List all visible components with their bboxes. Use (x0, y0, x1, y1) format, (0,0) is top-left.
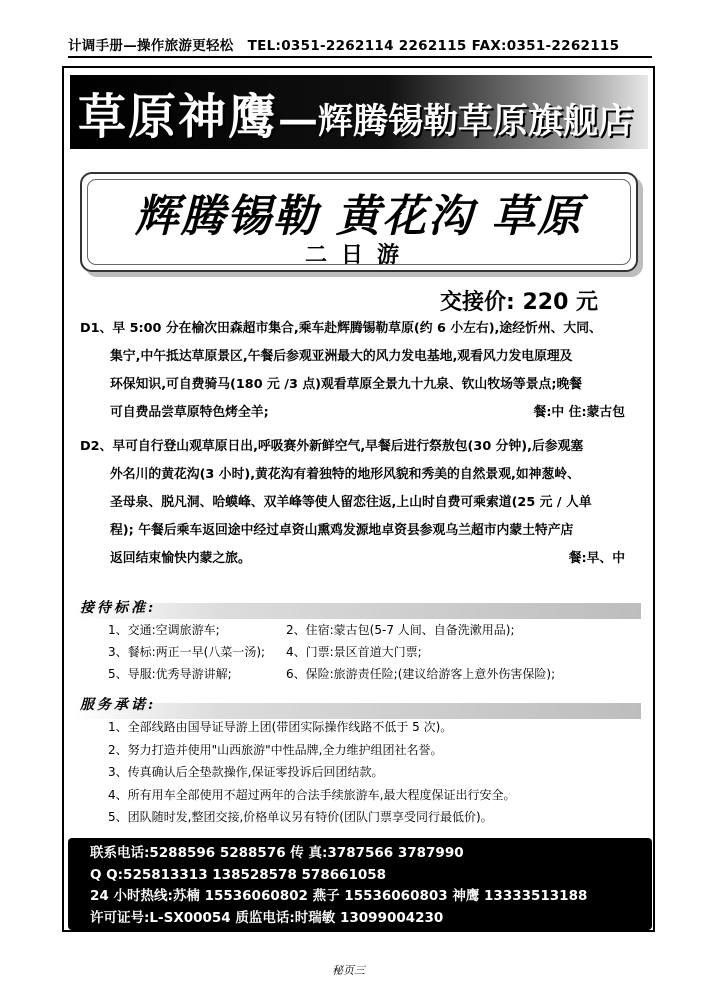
service-item: 1、全部线路由国导证导游上团(带团实际操作线路不低于 5 次)。 (108, 720, 453, 734)
itinerary-line: 外名川的黄花沟(3 小时),黄花沟有着独特的地形风貌和秀美的自然景观,如神葱岭、 (110, 467, 580, 482)
service-item: 4、所有用车全部使用不超过两年的合法手续旅游车,最大程度保证出行安全。 (108, 787, 516, 802)
banner-store: 辉腾锡勒草原旗舰店 (318, 101, 634, 142)
banner-title (78, 78, 633, 147)
standard-item: 3、餐标:两正一早(八菜一汤); (108, 645, 266, 659)
service-heading: 服务承诺: (80, 697, 157, 713)
standard-item: 5、导服:优秀导游讲解; (108, 667, 232, 681)
banner-brand: 草原神鹰 (78, 89, 279, 145)
itinerary-line: 环保知识,可自费骑马(180 元 /3 点)观看草原全景九十九泉、钦山牧场等景点;晚餐 (110, 377, 583, 392)
standards-row (108, 619, 515, 641)
banner-dash: — (278, 96, 319, 143)
itinerary-line: D1、早 5:00 分在榆次田森超市集合,乘车赴辉腾锡勒草原(约 6 小左右),途经忻州、大同、 (80, 321, 602, 336)
standard-item: 1、交通:空调旅游车; (108, 623, 220, 637)
footer-page-label: 秘页三 (332, 964, 365, 977)
standard-item: 2、住宿:蒙古包(5-7 人间、自备洗漱用品); (286, 623, 515, 637)
header-slogan: 计调手册—操作旅游更轻松 (68, 38, 234, 54)
itinerary-line (80, 399, 625, 427)
tour-duration: 二日游 (304, 243, 413, 268)
itinerary-line: 集宁,中午抵达草原景区,午餐后参观亚洲最大的风力发电基地,观看风力发电原理及 (110, 349, 573, 364)
contact-phone: 联系电话:5288596 5288576 传 真:3787566 3787990 (90, 845, 464, 861)
service-item: 2、努力打造并使用"山西旅游"中性品牌,全力维护组团社名誉。 (108, 742, 443, 757)
standards-row (108, 663, 556, 685)
itinerary-text: 可自费品尝草原特色烤全羊; (110, 405, 269, 420)
itinerary-line: 程); 午餐后乘车返回途中经过卓资山熏鸡发源地卓资县参观乌兰超市内蒙土特产店 (110, 523, 574, 538)
price: 交接价: 220 元 (440, 290, 599, 315)
service-item: 3、传真确认后全垫款操作,保证零投诉后回团结款。 (108, 765, 384, 779)
itinerary-day2 (80, 433, 625, 573)
header-line (68, 34, 653, 54)
itinerary-day1 (80, 315, 625, 427)
itinerary-line (80, 545, 625, 573)
contact-qq: Q Q:525813313 138528578 578661058 (90, 866, 387, 883)
tour-title: 辉腾锡勒 黄花沟 草原 (134, 191, 584, 242)
header-contact: TEL:0351-2262114 2262115 FAX:0351-2262115 (247, 38, 620, 54)
standard-item: 4、门票:景区首道大门票; (286, 645, 422, 659)
contact-lines (90, 843, 587, 929)
contact-license: 许可证号:L-SX00054 质监电话:时瑞敏 13099004230 (90, 909, 444, 926)
standard-item: 6、保险:旅游责任险;(建议给游客上意外伤害保险); (286, 667, 556, 681)
service-item: 5、团队随时发,整团交接,价格单议另有特价(团队门票享受同行最低价)。 (108, 810, 493, 824)
standards-heading: 接待标准: (80, 600, 157, 616)
service-list (108, 716, 515, 829)
standards-heading-bar (75, 603, 641, 619)
itinerary-text: 返回结束愉快内蒙之旅。 (110, 551, 251, 566)
day1-meal-info: 餐:中 住:蒙古包 (533, 405, 625, 420)
itinerary-line: 圣母泉、脱凡洞、哈蟆峰、双羊峰等使人留恋往返,上山时自费可乘索道(25 元 / 人单 (110, 495, 592, 510)
header-rule (68, 56, 652, 58)
itinerary-line: D2、早可自行登山观草原日出,呼吸赛外新鲜空气,早餐后进行祭敖包(30 分钟),后参观塞 (80, 439, 584, 454)
contact-hotline: 24 小时热线:苏楠 15536060802 燕子 15536060803 神鹰 13333513188 (90, 888, 588, 904)
day2-meal-info: 餐:早、中 (568, 551, 625, 566)
standards-row (108, 641, 422, 663)
